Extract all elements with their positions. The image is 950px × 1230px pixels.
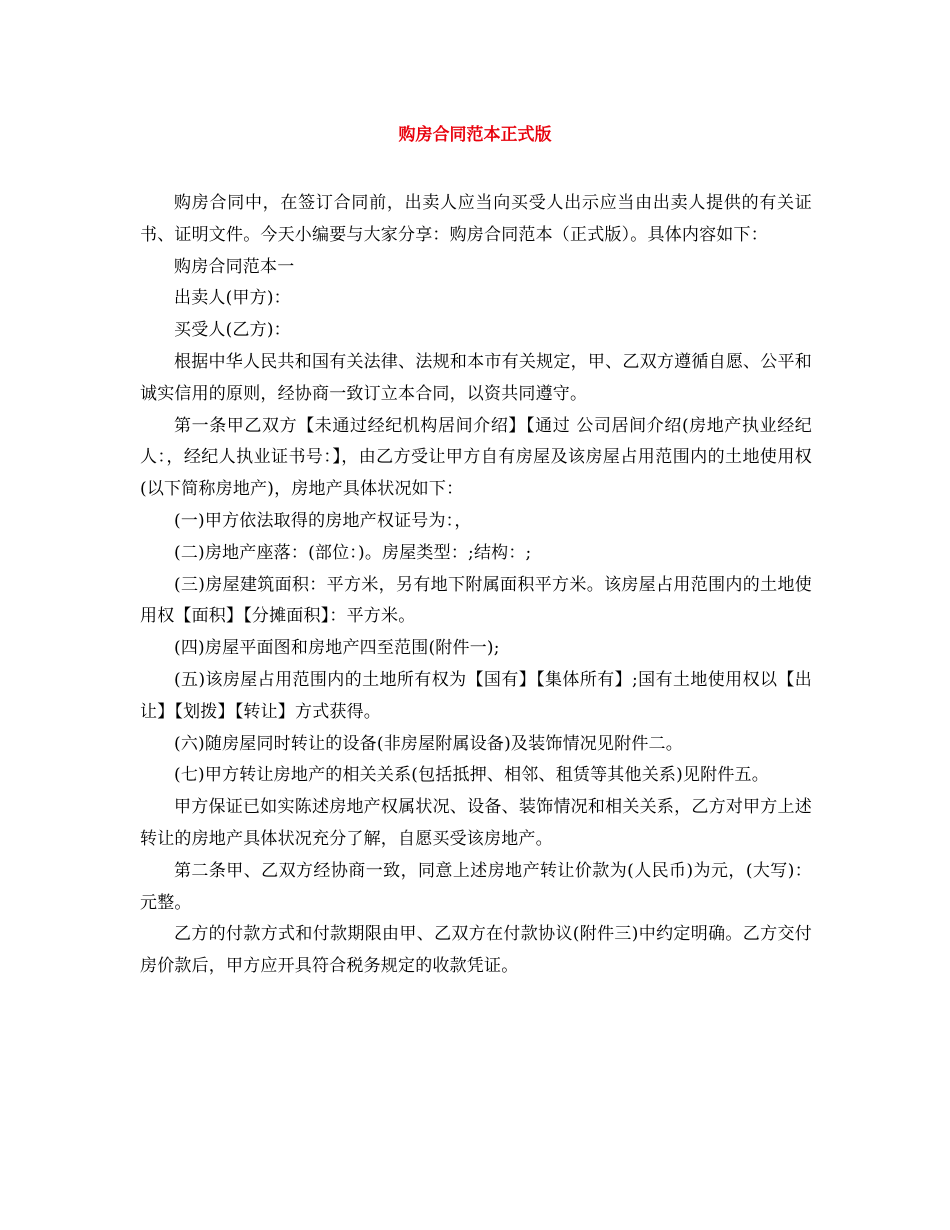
preamble-paragraph: 根据中华人民共和国有关法律、法规和本市有关规定，甲、乙双方遵循自愿、公平和诚实信用的原则，经协商一致订立本合同，以资共同遵守。	[140, 351, 812, 404]
clause-6: (六)随房屋同时转让的设备(非房屋附属设备)及装饰情况见附件二。	[174, 733, 683, 754]
document-body	[140, 188, 812, 983]
clause-4: (四)房屋平面图和房地产四至范围(附件一);	[174, 638, 500, 659]
clause-3: (三)房屋建筑面积：平方米，另有地下附属面积平方米。该房屋占用范围内的土地使用权【面积】【分摊面积】：平方米。	[140, 574, 812, 627]
seller-line: 出卖人(甲方)：	[174, 288, 291, 309]
buyer-line: 买受人(乙方)：	[174, 320, 291, 341]
article-one-paragraph: 第一条甲乙双方【未通过经纪机构居间介绍】【通过 公司居间介绍(房地产执业经纪人：，经纪人执业证书号：】，由乙方受让甲方自有房屋及该房屋占用范围内的土地使用权(以下简称房地产)，房地产具体状况如下：	[140, 415, 812, 500]
payment-paragraph: 乙方的付款方式和付款期限由甲、乙双方在付款协议(附件三)中约定明确。乙方交付房价款后，甲方应开具符合税务规定的收款凭证。	[140, 924, 812, 977]
intro-paragraph: 购房合同中，在签订合同前，出卖人应当向买受人出示应当由出卖人提供的有关证书、证明文件。今天小编要与大家分享：购房合同范本（正式版）。具体内容如下：	[140, 193, 812, 245]
clause-1: (一)甲方依法取得的房地产权证号为：，	[174, 510, 472, 531]
section-heading: 购房合同范本一	[174, 256, 295, 277]
document-title: 购房合同范本正式版	[398, 125, 552, 145]
clause-7: (七)甲方转让房地产的相关关系(包括抵押、相邻、租赁等其他关系)见附件五。	[174, 765, 769, 786]
article-two-paragraph: 第二条甲、乙双方经协商一致，同意上述房地产转让价款为(人民币)为元，(大写)：元整。	[140, 860, 812, 913]
clause-2: (二)房地产座落：(部位：)。房屋类型：;结构：;	[174, 542, 532, 563]
clause-5: (五)该房屋占用范围内的土地所有权为【国有】【集体所有】;国有土地使用权以【出让】【划拨】【转让】方式获得。	[140, 669, 812, 722]
guarantee-paragraph: 甲方保证已如实陈述房地产权属状况、设备、装饰情况和相关关系，乙方对甲方上述转让的房地产具体状况充分了解，自愿买受该房地产。	[140, 797, 812, 849]
